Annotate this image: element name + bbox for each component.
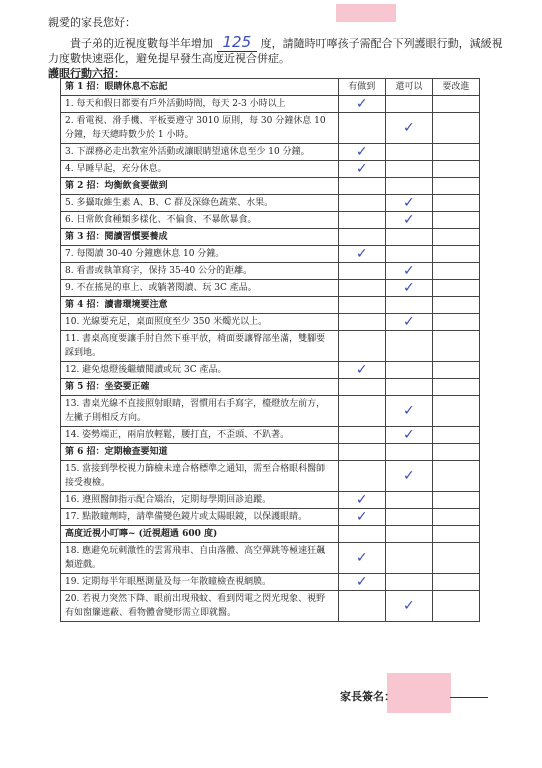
empty-mark-cell (385, 144, 432, 161)
checklist-item-text: 12. 避免熄燈後繼續閱讀或玩 3C 產品。 (61, 362, 339, 379)
signature-line (450, 697, 488, 698)
empty-mark-cell (338, 212, 385, 229)
checklist-row (61, 461, 480, 492)
section-blank-cell (385, 297, 432, 314)
section-title: 第 2 招：均衡飲食要做到 (61, 178, 339, 195)
section-blank-cell (385, 229, 432, 246)
checklist-item-text: 4. 早睡早起，充分休息。 (61, 161, 339, 178)
empty-mark-cell (432, 427, 479, 444)
checklist-item-text: 9. 不在搖晃的車上、或躺著閱讀、玩 3C 產品。 (61, 280, 339, 297)
checklist-row (61, 331, 480, 362)
section-blank-cell (385, 444, 432, 461)
checklist-item-text: 13. 書桌光線不直接照射眼睛，習慣用右手寫字，檯燈放左前方，左撇子則相反方向。 (61, 396, 339, 427)
empty-mark-cell (432, 331, 479, 362)
checklist-item-text: 16. 遵照醫師指示配合矯治，定期每學期回診追蹤。 (61, 492, 339, 509)
empty-mark-cell (385, 331, 432, 362)
empty-mark-cell (385, 492, 432, 509)
section-blank-cell (338, 444, 385, 461)
empty-mark-cell (432, 161, 479, 178)
handwritten-diopter-increase: 125 (217, 33, 258, 52)
section-blank-cell (338, 526, 385, 543)
checklist-item-text: 8. 看書或執筆寫字，保持 35-40 公分的距離。 (61, 263, 339, 280)
eye-care-checklist (60, 78, 480, 622)
section-row (61, 379, 480, 396)
section-row (61, 79, 480, 96)
section-blank-cell (338, 297, 385, 314)
section-blank-cell (338, 379, 385, 396)
section-title: 第 5 招：坐姿要正確 (61, 379, 339, 396)
checkmark: ✓ (385, 396, 432, 427)
section-row (61, 444, 480, 461)
checkmark: ✓ (338, 96, 385, 113)
empty-mark-cell (385, 161, 432, 178)
checkmark: ✓ (385, 427, 432, 444)
checklist-row (61, 113, 480, 144)
section-blank-cell (385, 526, 432, 543)
checkmark: ✓ (338, 161, 385, 178)
checkmark: ✓ (385, 212, 432, 229)
empty-mark-cell (432, 263, 479, 280)
checklist-row (61, 195, 480, 212)
checklist-row (61, 314, 480, 331)
checklist-item-text: 7. 每閱讀 30-40 分鐘應休息 10 分鐘。 (61, 246, 339, 263)
empty-mark-cell (432, 509, 479, 526)
checklist-item-text: 6. 日常飲食種類多樣化、不偏食、不暴飲暴食。 (61, 212, 339, 229)
empty-mark-cell (338, 427, 385, 444)
empty-mark-cell (432, 212, 479, 229)
empty-mark-cell (432, 543, 479, 574)
empty-mark-cell (338, 591, 385, 622)
checklist-row (61, 246, 480, 263)
section-blank-cell (432, 444, 479, 461)
checklist-row (61, 263, 480, 280)
empty-mark-cell (385, 509, 432, 526)
empty-mark-cell (432, 96, 479, 113)
checkmark: ✓ (385, 113, 432, 144)
checklist-item-text: 14. 姿勢端正，兩肩放輕鬆，腰打直，不歪頭、不趴著。 (61, 427, 339, 444)
checkmark: ✓ (385, 314, 432, 331)
section-row (61, 178, 480, 195)
checklist-item-text: 1. 每天和假日都要有戶外活動時間，每天 2-3 小時以上 (61, 96, 339, 113)
checklist-row (61, 280, 480, 297)
checklist-item-text: 17. 點散瞳劑時，請準備變色鏡片或太陽眼鏡，以保護眼睛。 (61, 509, 339, 526)
checkmark: ✓ (338, 509, 385, 526)
column-header: 還可以 (385, 79, 432, 96)
section-title: 第 6 招：定期檢查要知道 (61, 444, 339, 461)
checklist-item-text: 2. 看電視、滑手機、平板要遵守 3010 原則，每 30 分鐘休息 10 分鐘，每天總時數少於 1 小時。 (61, 113, 339, 144)
empty-mark-cell (432, 492, 479, 509)
checkmark: ✓ (338, 492, 385, 509)
checklist-item-text: 19. 定期每半年眼壓測量及每一年散瞳檢查視網膜。 (61, 574, 339, 591)
checkmark: ✓ (385, 263, 432, 280)
checkmark: ✓ (338, 144, 385, 161)
checklist-row (61, 591, 480, 622)
checklist-row (61, 212, 480, 229)
empty-mark-cell (338, 331, 385, 362)
checklist-row (61, 574, 480, 591)
checklist-item-text: 15. 當接到學校視力篩檢未達合格標準之通知，需至合格眼科醫師接受複檢。 (61, 461, 339, 492)
checkmark: ✓ (385, 195, 432, 212)
section-blank-cell (432, 379, 479, 396)
intro-after: 度，請隨時叮嚀孩子需配合下列護眼行動，減緩視 (260, 37, 503, 50)
section-blank-cell (338, 178, 385, 195)
checkmark: ✓ (385, 461, 432, 492)
column-header: 要改進 (432, 79, 479, 96)
section-title: 第 3 招：閱讀習慣要養成 (61, 229, 339, 246)
section-blank-cell (432, 229, 479, 246)
section-title: 高度近視小叮嚀~ (近視超過 600 度) (61, 526, 339, 543)
checklist-row (61, 161, 480, 178)
empty-mark-cell (432, 280, 479, 297)
empty-mark-cell (432, 195, 479, 212)
redacted-signature (387, 673, 451, 713)
empty-mark-cell (432, 113, 479, 144)
checkmark: ✓ (385, 280, 432, 297)
section-blank-cell (432, 297, 479, 314)
section-row (61, 297, 480, 314)
checkmark: ✓ (385, 591, 432, 622)
checklist-row (61, 543, 480, 574)
checklist-row (61, 396, 480, 427)
empty-mark-cell (432, 144, 479, 161)
empty-mark-cell (432, 574, 479, 591)
empty-mark-cell (432, 591, 479, 622)
column-header: 有做到 (338, 79, 385, 96)
actions-title: 護眼行動六招： (48, 67, 125, 80)
checklist-row (61, 492, 480, 509)
empty-mark-cell (385, 246, 432, 263)
checklist-item-text: 10. 光線要充足，桌面照度至少 350 米燭光以上。 (61, 314, 339, 331)
intro-line-1 (70, 33, 503, 51)
empty-mark-cell (338, 396, 385, 427)
section-row (61, 229, 480, 246)
redacted-name-top (336, 4, 396, 22)
section-blank-cell (432, 178, 479, 195)
intro-line-2: 力度數快速惡化，避免提早發生高度近視合併症。 (48, 52, 290, 65)
empty-mark-cell (385, 96, 432, 113)
checklist-item-text: 11. 書桌高度要讓手肘自然下垂平放，椅面要讓臀部坐滿，雙腳要踩到地。 (61, 331, 339, 362)
section-blank-cell (385, 178, 432, 195)
empty-mark-cell (338, 314, 385, 331)
checklist-item-text: 5. 多攝取維生素 A、B、C 群及深綠色蔬菜、水果。 (61, 195, 339, 212)
empty-mark-cell (432, 246, 479, 263)
checkmark: ✓ (338, 543, 385, 574)
empty-mark-cell (338, 263, 385, 280)
empty-mark-cell (432, 396, 479, 427)
checklist-row (61, 362, 480, 379)
checklist-item-text: 18. 應避免玩刺激性的雲霄飛車、自由落體、高空彈跳等極速狂飆類遊戲。 (61, 543, 339, 574)
empty-mark-cell (338, 113, 385, 144)
checklist-row (61, 144, 480, 161)
section-blank-cell (432, 526, 479, 543)
checkmark: ✓ (338, 362, 385, 379)
section-blank-cell (338, 229, 385, 246)
empty-mark-cell (432, 314, 479, 331)
empty-mark-cell (338, 280, 385, 297)
section-blank-cell (385, 379, 432, 396)
greeting: 親愛的家長您好： (48, 16, 136, 29)
signature-label: 家長簽名： (340, 690, 395, 703)
section-row (61, 526, 480, 543)
empty-mark-cell (432, 461, 479, 492)
empty-mark-cell (385, 574, 432, 591)
checkmark: ✓ (338, 574, 385, 591)
checklist-row (61, 427, 480, 444)
section-title: 第 1 招：眼睛休息不忘記 (61, 79, 339, 96)
checkmark: ✓ (338, 246, 385, 263)
section-title: 第 4 招：讀書環境要注意 (61, 297, 339, 314)
empty-mark-cell (385, 543, 432, 574)
empty-mark-cell (338, 461, 385, 492)
checklist-row (61, 96, 480, 113)
empty-mark-cell (432, 362, 479, 379)
empty-mark-cell (385, 362, 432, 379)
checklist-row (61, 509, 480, 526)
empty-mark-cell (338, 195, 385, 212)
checklist-item-text: 3. 下課務必走出教室外活動或讓眼睛望遠休息至少 10 分鐘。 (61, 144, 339, 161)
checklist-item-text: 20. 若視力突然下降、眼前出現飛蚊、看到閃電之閃光現象、視野有如窗簾遮蔽、看物體會變形需立即就醫。 (61, 591, 339, 622)
intro-before: 貴子弟的近視度數每半年增加 (70, 37, 213, 50)
